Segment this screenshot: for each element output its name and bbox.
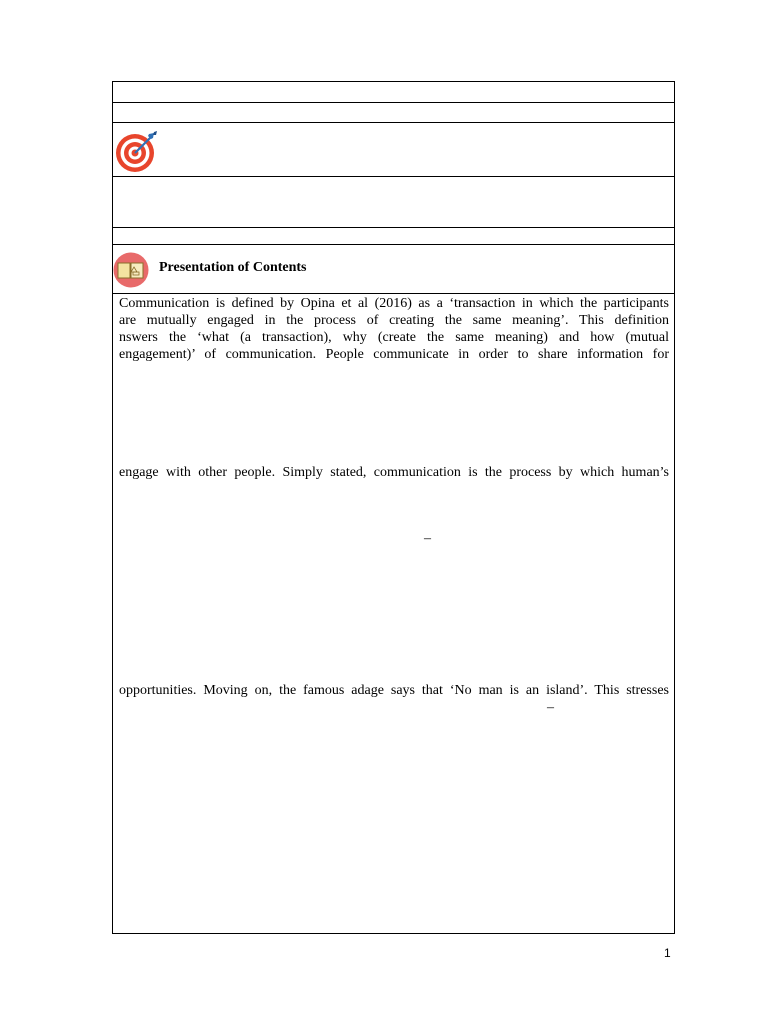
- page-number: 1: [664, 946, 671, 960]
- row-divider-3: [113, 176, 674, 177]
- row-divider-4: [113, 227, 674, 228]
- row-divider-2: [113, 122, 674, 123]
- dash-mark: –: [424, 531, 431, 546]
- paragraph-line: Communication is defined by Opina et al (2016) as a ‘transaction in which the participants: [119, 296, 669, 311]
- paragraph-line: nswers the ‘what (a transaction), why (create the same meaning) and how (mutual: [119, 330, 669, 345]
- module-frame: [112, 81, 675, 934]
- row-divider-1: [113, 102, 674, 103]
- paragraph-line: are mutually engaged in the process of creating the same meaning’. This definition: [119, 313, 669, 328]
- paragraph-line-engage: engage with other people. Simply stated, communication is the process by which human’s: [119, 465, 669, 480]
- target-bullseye-icon: [113, 129, 161, 173]
- paragraph-line: engagement)’ of communication. People communicate in order to share information for: [119, 347, 669, 362]
- row-divider-5: [113, 244, 674, 245]
- paragraph-line-opportunities: opportunities. Moving on, the famous adage says that ‘No man is an island’. This stresses: [119, 683, 669, 698]
- open-book-icon: [113, 252, 149, 288]
- row-divider-6: [113, 293, 674, 294]
- section-heading: Presentation of Contents: [159, 260, 307, 275]
- paragraph-intro: [119, 295, 669, 363]
- dash-mark: –: [547, 700, 554, 715]
